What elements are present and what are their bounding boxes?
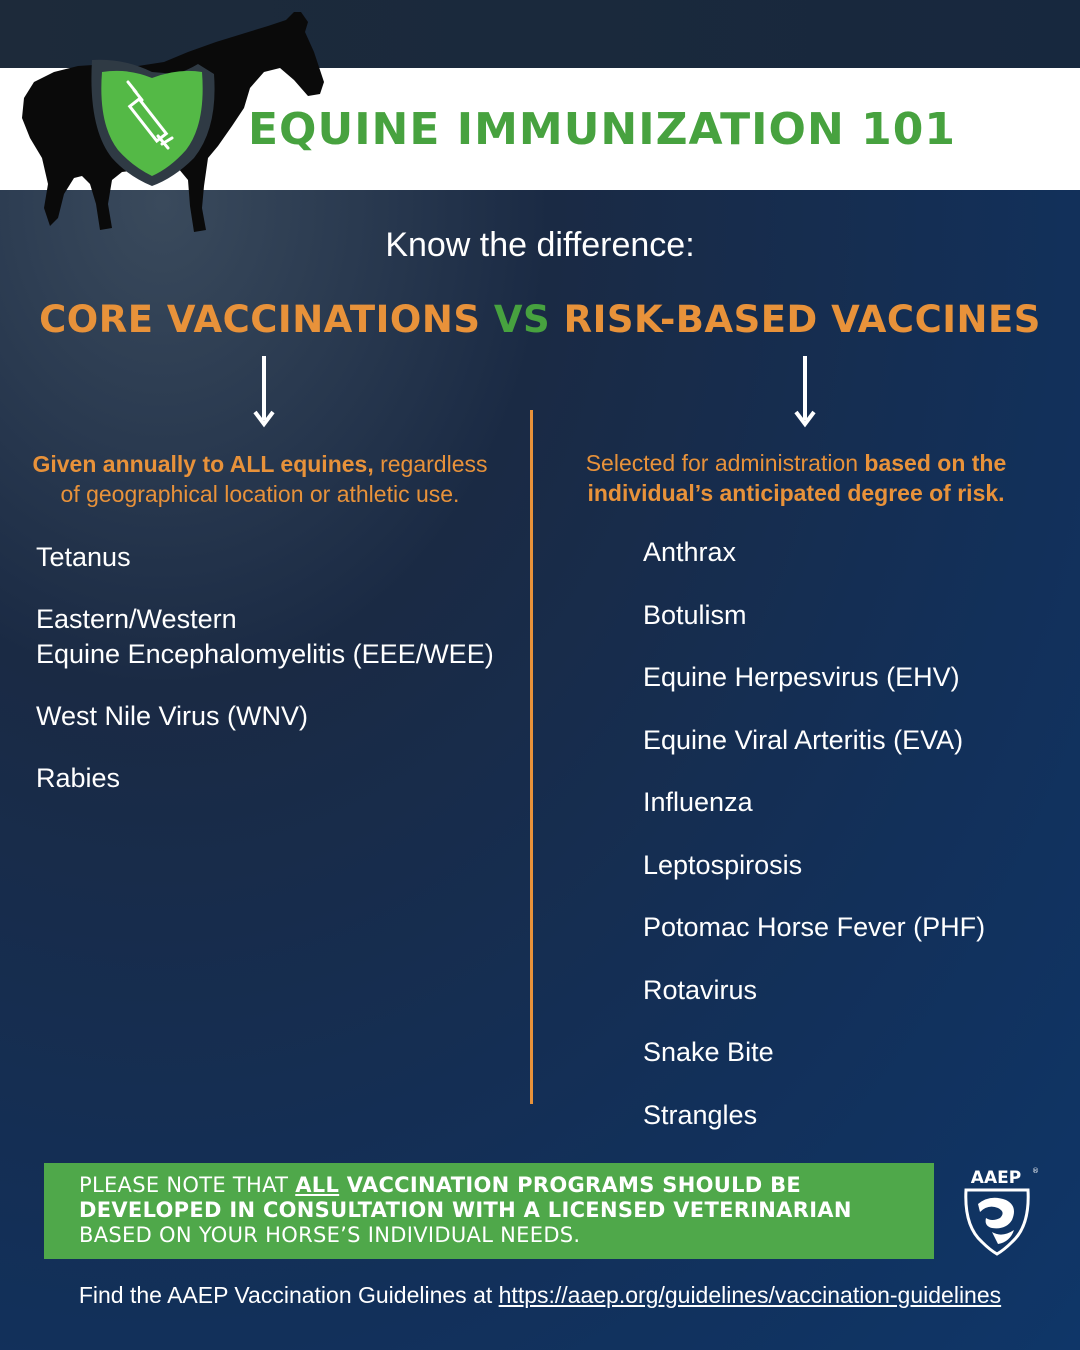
aaep-logo-icon (962, 1164, 1038, 1256)
core-description-rest: regardless of geographical location or athletic use. (60, 451, 488, 507)
arrow-down-icon (252, 356, 276, 428)
note-part-3: VACCINATION PROGRAMS SHOULD BE DEVELOPED IN CONSULTATION WITH A LICENSED VETERINARIAN (79, 1173, 852, 1222)
aaep-logo-mark: ® (1032, 1167, 1039, 1175)
footer (0, 1282, 1080, 1309)
headline-core: CORE VACCINATIONS (39, 298, 481, 341)
list-item: Rabies (36, 763, 121, 793)
headline (0, 298, 1080, 341)
column-divider (530, 410, 533, 1104)
note-part-4: BASED ON YOUR HORSE’S INDIVIDUAL NEEDS. (79, 1223, 581, 1247)
headline-vs: VS (493, 298, 551, 341)
list-item: Strangles (643, 1099, 758, 1130)
footer-prefix: Find the AAEP Vaccination Guidelines at (78, 1282, 499, 1308)
list-item: Equine Encephalomyelitis (EEE/WEE) (36, 639, 494, 669)
core-description (20, 449, 500, 509)
core-description-emphasis: Given annually to ALL equines, (32, 451, 374, 477)
list-item: Equine Viral Arteritis (EVA) (643, 724, 964, 755)
note-part-1: PLEASE NOTE THAT (79, 1173, 296, 1197)
core-vaccine-list (36, 540, 494, 823)
list-item: Influenza (643, 787, 753, 817)
risk-vaccine-list (643, 535, 985, 1160)
note-part-2: ALL (295, 1173, 340, 1197)
guidelines-link[interactable]: https://aaep.org/guidelines/vaccination-guidelines (498, 1282, 1002, 1308)
list-item: Potomac Horse Fever (PHF) (643, 912, 986, 942)
risk-description-emphasis: based on the individual’s anticipated degree of risk. (587, 450, 1007, 506)
list-item: Anthrax (643, 537, 737, 567)
risk-description-plain: Selected for administration (585, 450, 865, 476)
list-item: Botulism (643, 599, 747, 630)
note-text (79, 1173, 919, 1248)
aaep-logo-text: AAEP (970, 1168, 1022, 1188)
subtitle: Know the difference: (385, 226, 695, 264)
list-item: Rotavirus (643, 974, 758, 1005)
arrow-down-icon (793, 356, 817, 428)
list-item: Eastern/Western (36, 604, 237, 634)
risk-description (560, 448, 1032, 508)
list-item: West Nile Virus (WNV) (36, 701, 309, 731)
list-item: Equine Herpesvirus (EHV) (643, 662, 960, 692)
page-title: EQUINE IMMUNIZATION 101 (248, 104, 956, 155)
list-item: Leptospirosis (643, 849, 803, 880)
list-item: Snake Bite (643, 1037, 774, 1067)
list-item: Tetanus (36, 542, 131, 572)
headline-risk: RISK-BASED VACCINES (563, 298, 1041, 341)
note-box (44, 1163, 934, 1259)
